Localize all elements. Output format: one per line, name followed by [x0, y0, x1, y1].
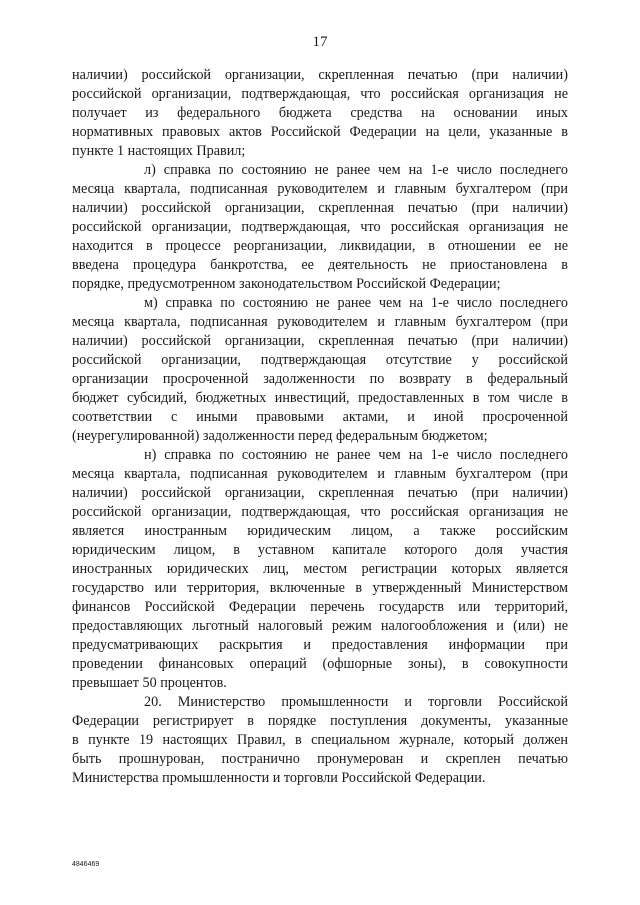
text-line: является иностранным юридическим лицом, а также российским [72, 523, 568, 539]
text-line: месяца квартала, подписанная руководителем и главным бухгалтером (при [72, 466, 568, 482]
text-line: л) справка по состоянию не ранее чем на 1-е число последнего [144, 162, 568, 178]
paragraph [72, 446, 568, 693]
text-line: государство или территория, включенные в утвержденный Министерством [72, 580, 568, 596]
document-id: 4846469 [72, 861, 100, 868]
text-line: месяца квартала, подписанная руководителем и главным бухгалтером (при [72, 314, 568, 330]
text-line: в пункте 19 настоящих Правил, в специальном журнале, который должен [72, 732, 568, 748]
text-line: наличии) российской организации, скрепленная печатью (при наличии) [72, 67, 568, 83]
text-line: превышает 50 процентов. [72, 675, 227, 691]
paragraph [72, 693, 568, 788]
text-line: 20. Министерство промышленности и торговли Российской [144, 694, 568, 710]
paragraph [72, 294, 568, 446]
paragraph [72, 66, 568, 161]
text-line: российской организации, подтверждающая, что российская организация не [72, 504, 568, 520]
text-line: российской организации, подтверждающая, что российская организация не [72, 219, 568, 235]
paragraph [72, 161, 568, 294]
text-line: пункте 1 настоящих Правил; [72, 143, 246, 159]
text-line: финансов Российской Федерации перечень государств или территорий, [72, 599, 568, 615]
text-line: введена процедура банкротства, ее деятельность не приостановлена в [72, 257, 568, 273]
document-body [72, 66, 568, 788]
text-line: наличии) российской организации, скрепленная печатью (при наличии) [72, 333, 568, 349]
text-line: Федерации регистрирует в порядке поступления документы, указанные [72, 713, 568, 729]
text-line: российской организации, подтверждающая, что российская организация не [72, 86, 568, 102]
text-line: м) справка по состоянию не ранее чем на 1-е число последнего [144, 295, 568, 311]
text-line: нормативных правовых актов Российской Федерации на цели, указанные в [72, 124, 568, 140]
text-line: (неурегулированной) задолженности перед федеральным бюджетом; [72, 428, 488, 444]
text-line: наличии) российской организации, скрепленная печатью (при наличии) [72, 485, 568, 501]
text-line: н) справка по состоянию не ранее чем на 1-е число последнего [144, 447, 568, 463]
text-line: иностранных юридических лиц, местом регистрации которых является [72, 561, 568, 577]
text-line: наличии) российской организации, скрепленная печатью (при наличии) [72, 200, 568, 216]
text-line: находится в процессе реорганизации, ликвидации, в отношении ее не [72, 238, 568, 254]
text-line: Министерства промышленности и торговли Российской Федерации. [72, 770, 486, 786]
text-line: проведении финансовых операций (офшорные зоны), в совокупности [72, 656, 568, 672]
text-line: соответствии с иными правовыми актами, и иной просроченной [72, 409, 568, 425]
text-line: порядке, предусмотренном законодательством Российской Федерации; [72, 276, 501, 292]
text-line: российской организации, подтверждающая отсутствие у российской [72, 352, 568, 368]
text-line: бюджет субсидий, бюджетных инвестиций, предоставленных в том числе в [72, 390, 568, 406]
text-line: организации просроченной задолженности по возврату в федеральный [72, 371, 568, 387]
text-line: получает из федерального бюджета средства на основании иных [72, 105, 568, 121]
text-line: юридическим лицом, в уставном капитале которого доля участия [72, 542, 568, 558]
page-number: 17 [312, 34, 328, 50]
text-line: предоставляющих льготный налоговый режим налогообложения и (или) не [72, 618, 568, 634]
text-line: предусматривающих раскрытия и предоставления информации при [72, 637, 568, 653]
text-line: месяца квартала, подписанная руководителем и главным бухгалтером (при [72, 181, 568, 197]
text-line: быть прошнурован, постранично пронумерован и скреплен печатью [72, 751, 568, 767]
